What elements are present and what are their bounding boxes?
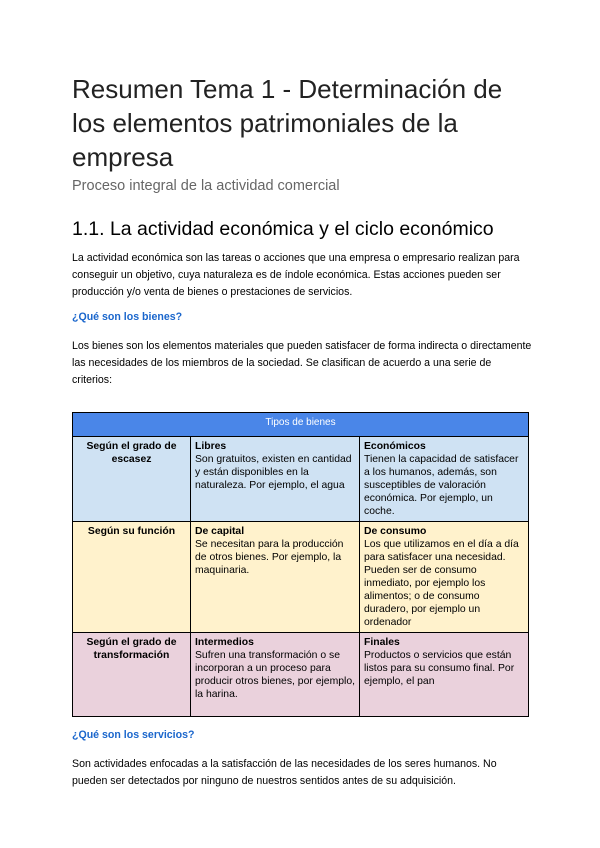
cell-text: Son gratuitos, existen en cantidad y están disponibles en la naturaleza. Por ejemplo, el agua bbox=[195, 454, 352, 491]
row-label-funcion: Según su función bbox=[73, 522, 191, 633]
tipos-de-bienes-table bbox=[72, 412, 529, 717]
cell-economicos bbox=[360, 437, 529, 522]
cell-title: De consumo bbox=[364, 526, 427, 537]
row-label-transformacion: Según el grado de transformación bbox=[73, 633, 191, 717]
cell-title: De capital bbox=[195, 526, 245, 537]
document-title: Resumen Tema 1 - Determinación de los elementos patrimoniales de la empresa bbox=[72, 74, 503, 172]
servicios-paragraph: Son actividades enfocadas a la satisfacción de las necesidades de los seres humanos. No pueden ser detectados por ninguno de nuestros sentidos antes de su adquisición. bbox=[72, 758, 497, 787]
cell-title: Finales bbox=[364, 637, 400, 648]
bienes-question-link[interactable]: ¿Qué son los bienes? bbox=[72, 311, 183, 323]
table-header: Tipos de bienes bbox=[73, 413, 529, 437]
table-row bbox=[73, 633, 529, 717]
cell-title: Intermedios bbox=[195, 637, 254, 648]
row-label-escasez: Según el grado de escasez bbox=[73, 437, 191, 522]
intro-paragraph: La actividad económica son las tareas o acciones que una empresa o empresario realizan para conseguir un objetivo, cuya naturaleza es de índole económica. Estas acciones pueden ser producción y/o venta de bienes o prestaciones de servicios. bbox=[72, 252, 520, 298]
document-subtitle: Proceso integral de la actividad comercial bbox=[72, 178, 340, 194]
table-row bbox=[73, 522, 529, 633]
cell-text: Los que utilizamos en el día a día para satisfacer una necesidad. Pueden ser de consumo inmediato, por ejemplo los alimentos; o de consumo duradero, por ejemplo un ordenador bbox=[364, 539, 519, 628]
cell-finales bbox=[360, 633, 529, 717]
cell-intermedios bbox=[191, 633, 360, 717]
table-row bbox=[73, 437, 529, 522]
cell-de-capital bbox=[191, 522, 360, 633]
section-heading: 1.1. La actividad económica y el ciclo económico bbox=[72, 218, 494, 240]
servicios-question-link[interactable]: ¿Qué son los servicios? bbox=[72, 729, 195, 741]
cell-title: Libres bbox=[195, 441, 227, 452]
bienes-paragraph: Los bienes son los elementos materiales que pueden satisfacer de forma indirecta o directamente las necesidades de los miembros de la sociedad. Se clasifican de acuerdo a una serie de criterios: bbox=[72, 340, 532, 386]
cell-de-consumo bbox=[360, 522, 529, 633]
cell-text: Productos o servicios que están listos para su consumo final. Por ejemplo, el pan bbox=[364, 650, 515, 687]
cell-text: Sufren una transformación o se incorporan a un proceso para producir otros bienes, por ejemplo, la harina. bbox=[195, 650, 355, 700]
cell-title: Económicos bbox=[364, 441, 426, 452]
cell-libres bbox=[191, 437, 360, 522]
cell-text: Se necesitan para la producción de otros bienes. Por ejemplo, la maquinaria. bbox=[195, 539, 344, 576]
cell-text: Tienen la capacidad de satisfacer a los humanos, además, son susceptibles de valoración económica. Por ejemplo, un coche. bbox=[364, 454, 519, 517]
